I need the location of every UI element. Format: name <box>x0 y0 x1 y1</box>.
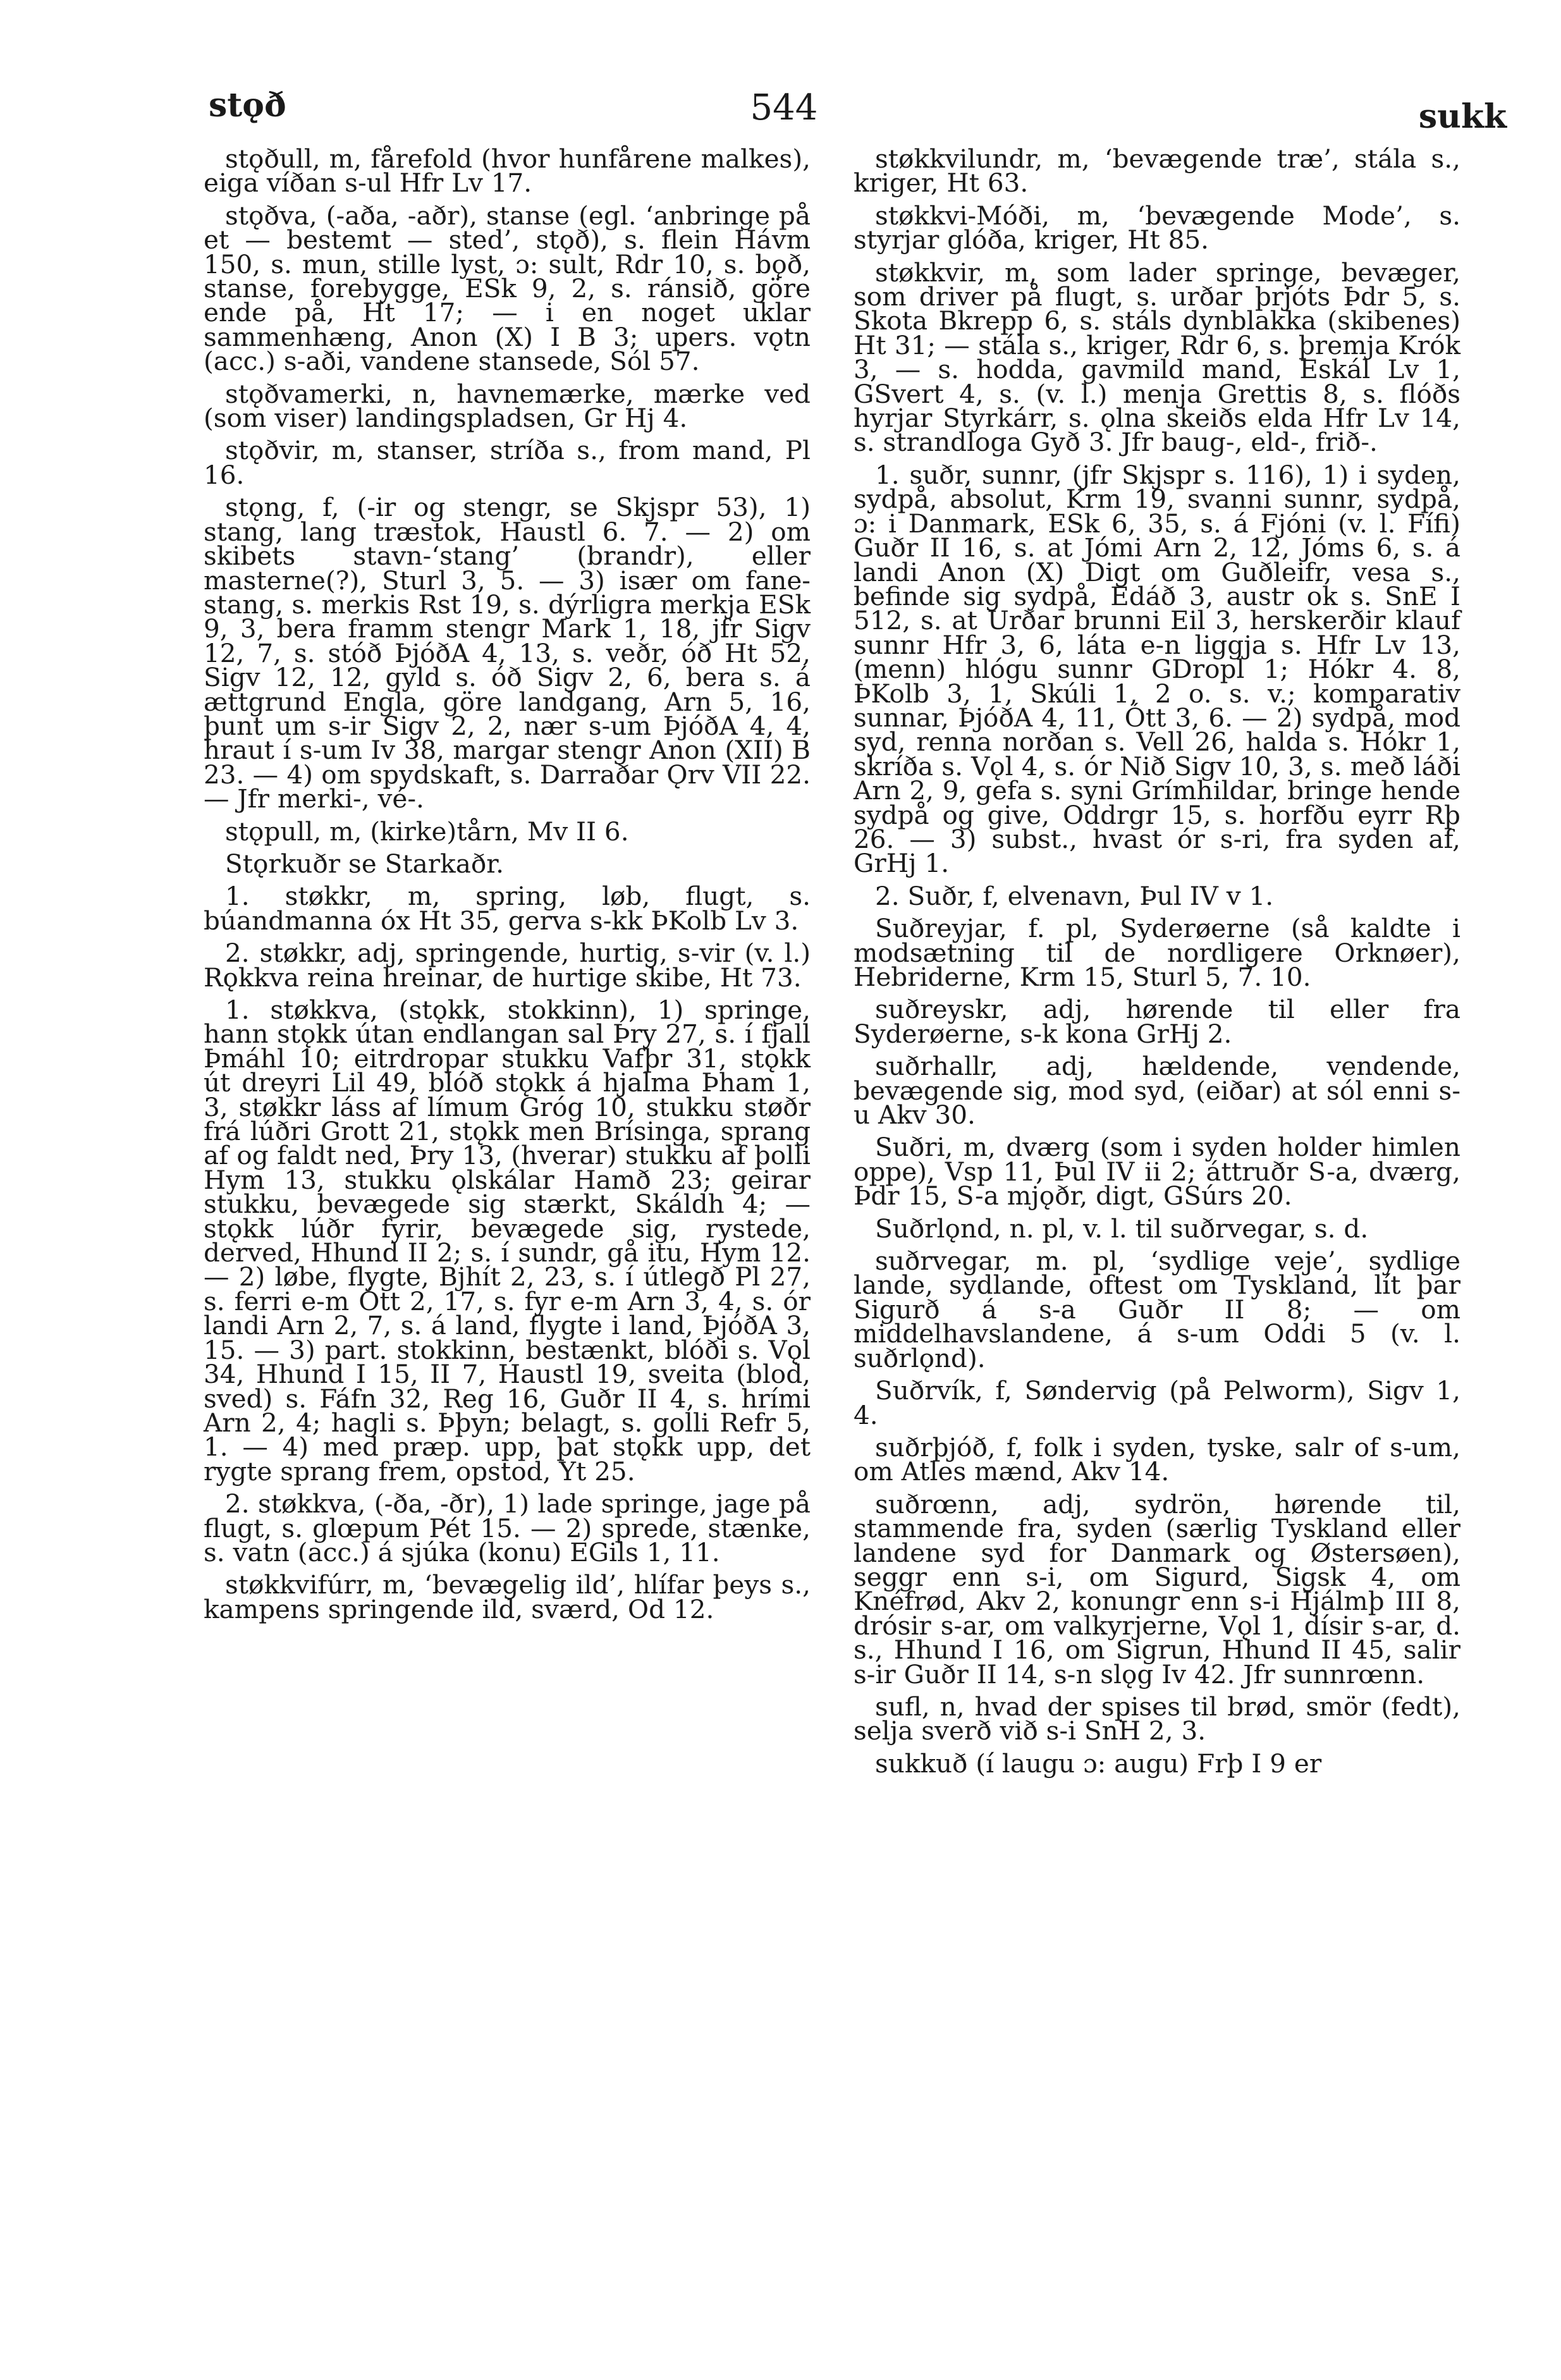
entry-sudrvik: Suðrvík, f, Søndervig (på Pelworm), Sigv 1, 4. <box>854 1375 1460 1430</box>
entry-sudr-2: 2. Suðr, f, elvenavn, Þul IV v 1. <box>875 880 1274 911</box>
entry-stokkvi-modi: støkkvi-Móði, m, ‘bevægende Mode’, s. styrjar glóða, kriger, Ht 85. <box>854 200 1460 255</box>
page-number: 544 <box>750 87 818 128</box>
entry-stokkva-1: 1. støkkva, (stǫkk, stokkinn), 1) springe, hann stǫkk útan endlangan sal Þry 27, s. í fjall Þmáhl 10; eitrdropar stukku Vafþr 31, stǫkk út dreyri Lil 49, blóð stǫkk á hjalma Þham 1, 3, støkkr láss af límum Gróg 10, stukku støðr frá lúðri Grott 21, stǫkk men Brísinga, sprang af og faldt ned, Þry 13, (hverar) stukku af þolli Hym 13, stukku ǫlskálar Hamð 23; geirar stukku, bevægede sig stærkt, Skáldh 4; — stǫkk lúðr fyrir, bevægede sig, rystede, derved, Hhund II 2; s. í sundr, gå itu, Hym 12. — 2) løbe, flygte, Bjhít 2, 23, s. í útlegð Pl 27, s. ferri e-m Ótt 2, 17, s. fyr e-m Arn 3, 4, s. ór landi Arn 2, 7, s. á land, flygte i land, ÞjóðA 3, 15. — 3) part. stokkinn, bestænkt, blóði s. Vǫl 34, Hhund I 15, II 7, Haustl 19, sveita (blod, sved) s. Fáfn 32, Reg 16, Guðr II 4, s. hrími Arn 2, 4; hagli s. Þþyn; belagt, s. golli Refr 5, 1. — 4) med præp. upp, þat stǫkk upp, det rygte sprang frem, opstod, Yt 25. <box>204 995 811 1487</box>
entry-sudrthjod: suðrþjóð, f, folk i syden, tyske, salr of s-um, om Atles mænd, Akv 14. <box>854 1432 1460 1487</box>
right-running-headword: sukk <box>1418 97 1507 136</box>
entry-sudrvegar: suðrvegar, m. pl, ‘sydlige veje’, sydlige lande, sydlande, oftest om Tyskland, lít þar Sigurð á s-a Guðr II 8; — om middelhavslandene, á s-um Oddi 5 (v. l. suðrlǫnd). <box>854 1246 1460 1373</box>
entry-sukkud: sukkuð (í laugu ɔ: augu) Frþ I 9 er <box>875 1748 1322 1779</box>
entry-sufl: sufl, n, hvad der spises til brød, smör (fedt), selja sverð við s-i SnH 2, 3. <box>854 1691 1460 1746</box>
entry-stong: stǫng, f, (-ir og stengr, se Skjspr 53), 1) stang, lang træstok, Haustl 6. 7. — 2) om skibets stavn-‘stang’ (brandr), eller masterne(?), Sturl 3, 5. — 3) især om fane-stang, s. merkis Rst 19, s. dýrligra merkja ESk 9, 3, bera framm stengr Mark 1, 18, jfr Sigv 12, 7, s. stóð ÞjóðA 4, 13, s. veðr, óð Ht 52, Sigv 12, 12, gyld s. óð Sigv 2, 6, bera s. á ættgrund Engla, göre landgang, Arn 5, 16, þunt um s-ir Sigv 2, 2, nær s-um ÞjóðA 4, 4, hraut í s-um Iv 38, margar stengr Anon (XII) B 23. — 4) om spydskaft, s. Darraðar Ǫrv VII 22. — Jfr merki-, vé-. <box>204 492 811 814</box>
page-header <box>0 76 1561 136</box>
right-column <box>854 144 1460 1784</box>
entry-sudri: Suðri, m, dværg (som i syden holder himlen oppe), Vsp 11, Þul IV ii 2; áttruðr S-a, dværg, Þdr 15, S-a mjǫðr, digt, GSúrs 20. <box>854 1132 1460 1211</box>
entry-stodvamerki: stǫðvamerki, n, havnemærke, mærke ved (som viser) landingspladsen, Gr Hj 4. <box>204 378 811 434</box>
entry-sudrhallr: suðrhallr, adj, hældende, vendende, bevægende sig, mod syd, (eiðar) at sól enni s-u Akv 30. <box>854 1051 1460 1131</box>
entry-stokkr-2: 2. støkkr, adj, springende, hurtig, s-vir (v. l.) Rǫkkva reina hreinar, de hurtige skibe, Ht 73. <box>204 938 811 993</box>
left-running-headword: stǫð <box>209 86 286 125</box>
entry-sudrlond: Suðrlǫnd, n. pl, v. l. til suðrvegar, s. d. <box>875 1213 1369 1244</box>
entry-storkudr: Stǫrkuðr se Starkaðr. <box>225 848 505 879</box>
left-column <box>204 144 811 1629</box>
entry-stokkvir: støkkvir, m, som lader springe, bevæger, som driver på flugt, s. urðar þrjóts Þdr 5, s. Skota Bkrepp 6, s. stáls dynblakka (skibenes) Ht 31; — stála s., kriger, Rdr 6, s. þremja Krók 3, — s. hodda, gavmild mand, Eskál Lv 1, GSvert 4, s. (v. l.) menja Grettis 8, s. flóðs hyrjar Styrkárr, s. ǫlna skeiðs elda Hfr Lv 14, s. strandloga Gyð 3. Jfr baug-, eld-, frið-. <box>854 257 1460 458</box>
entry-stodvir: stǫðvir, m, stanser, stríða s., from mand, Pl 16. <box>204 435 811 490</box>
entry-sudreyskr: suðreyskr, adj, hørende til eller fra Syderøerne, s-k kona GrHj 2. <box>854 994 1460 1049</box>
entry-sudroenn: suðrœnn, adj, sydrön, hørende til, stammende fra, syden (særlig Tyskland eller landene syd for Danmark og Østersøen), seggr enn s-i, om Sigurd, Sigsk 4, om Knéfrød, Akv 2, konungr enn s-i Hjálmþ III 8, drósir s-ar, om valkyrjerne, Vǫl 1, dísir s-ar, d. s., Hhund I 16, om Sigrun, Hhund II 45, salir s-ir Guðr II 14, s-n slǫg Iv 42. Jfr sunnrœnn. <box>854 1488 1460 1690</box>
entry-stodull: stǫðull, m, fårefold (hvor hunfårene malkes), eiga víðan s-ul Hfr Lv 17. <box>204 144 811 199</box>
entry-stopull: stǫpull, m, (kirke)tårn, Mv II 6. <box>225 816 629 847</box>
entry-stokkvifurr: støkkvifúrr, m, ‘bevægelig ild’, hlífar þeys s., kampens springende ild, sværd, Od 12. <box>204 1569 811 1624</box>
entry-stokkvilundr: støkkvilundr, m, ‘bevægende træ’, stála s., kriger, Ht 63. <box>854 144 1460 199</box>
entry-stokkr-1: 1. støkkr, m, spring, løb, flugt, s. búandmanna óx Ht 35, gerva s-kk ÞKolb Lv 3. <box>204 881 811 936</box>
entry-stokkva-2: 2. støkkva, (-ða, -ðr), 1) lade springe, jage på flugt, s. glœpum Pét 15. — 2) sprede, stænke, s. vatn (acc.) á sjúka (konu) EGils 1, 11. <box>204 1488 811 1567</box>
entry-sudreyjar: Suðreyjar, f. pl, Syderøerne (så kaldte i modsætning til de nordligere Orknøer), Hebriderne, Krm 15, Sturl 5, 7. 10. <box>854 913 1460 992</box>
entry-sudr-1: 1. suðr, sunnr, (jfr Skjspr s. 116), 1) i syden, sydpå, absolut, Krm 19, svanni sunnr, sydpå, ɔ: i Danmark, ESk 6, 35, s. á Fjóni (v. l. Fífi) Guðr II 16, s. at Jómi Arn 2, 12, Jóms 6, s. á landi Anon (X) Digt om Guðleifr, vesa s., befinde sig sydpå, Edáð 3, austr ok s. SnE I 512, s. at Urðar brunni Eil 3, herskerðir klauf sunnr Hfr 3, 6, láta e-n liggja s. Hfr Lv 13, (menn) hlógu sunnr GDropl 1; Hókr 4. 8, ÞKolb 3, 1, Skúli 1, 2 o. s. v.; komparativ sunnar, ÞjóðA 4, 11, Ótt 3, 6. — 2) sydpå, mod syd, renna norðan s. Vell 26, halda s. Hókr 1, skríða s. Vǫl 4, s. ór Nið Sigv 10, 3, s. með láði Arn 2, 9, gefa s. syni Grímhildar, bringe hende sydpå og give, Oddrgr 15, s. horfðu eyrr Rþ 26. — 3) subst., hvast ór s-ri, fra syden af, GrHj 1. <box>854 459 1460 879</box>
entry-stodva: stǫðva, (-aða, -aðr), stanse (egl. ‘anbringe på et — bestemt — sted’, stǫð), s. flein Hávm 150, s. mun, stille lyst, ɔ: sult, Rdr 10, s. bǫð, stanse, forebygge, ESk 9, 2, s. ránsið, göre ende på, Ht 17; — i en noget uklar sammenhæng, Anon (X) I B 3; upers. vǫtn (acc.) s-aði, vandene stansede, Sól 57. <box>204 200 811 377</box>
